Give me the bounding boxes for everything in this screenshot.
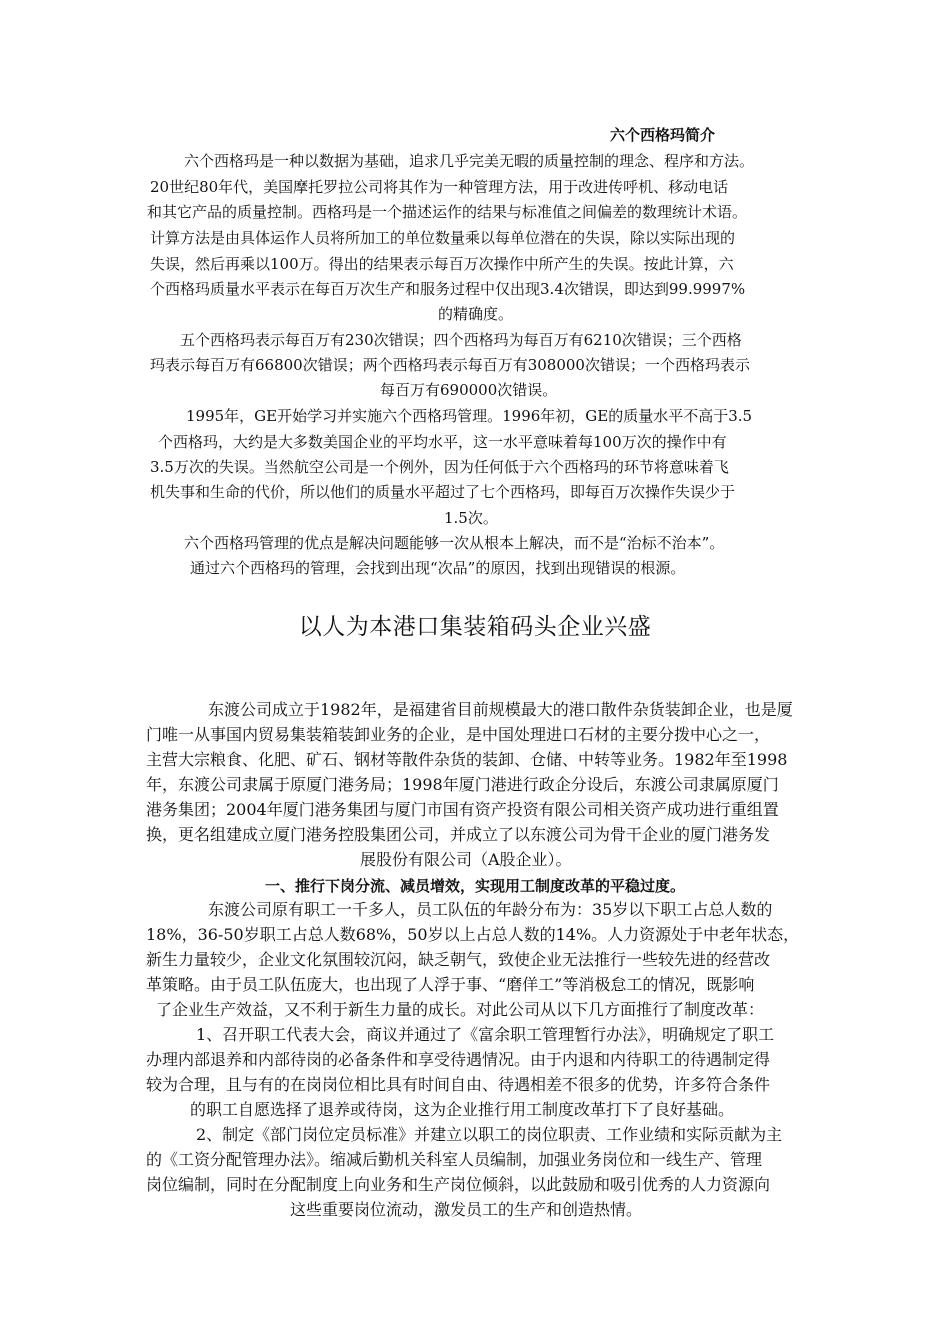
subheading-reform: 一、推行下岗分流、减员增效，实现用工制度改革的平稳过度。: [264, 877, 685, 895]
text-line: 六个西格玛是一种以数据为基础，追求几乎完美无暇的质量控制的理念、程序和方法。: [184, 152, 755, 170]
text-line: 办理内部退养和内部待岗的必备条件和享受待遇情况。由于内退和内待职工的待遇制定得: [146, 1050, 771, 1069]
text-line: 五个西格玛表示每百万有230次错误；四个西格玛为每百万有6210次错误；三个西格: [180, 331, 742, 349]
text-line: 18%，36-50岁职工占总人数68%，50岁以上占总人数的14%。人力资源处于中老年状态，: [146, 925, 800, 944]
text-line: 东渡公司成立于1982年，是福建省目前规模最大的港口散件杂货装卸企业，也是厦: [208, 700, 793, 719]
text-line: 革策略。由于员工队伍庞大，也出现了人浮于事、“磨佯工”等消极怠工的情况，既影响: [146, 975, 755, 994]
text-line: 岗位编制，同时在分配制度上向业务和生产岗位倾斜，以此鼓励和吸引优秀的人力资源向: [146, 1175, 771, 1194]
text-line: 门唯一从事国内贸易集装箱装卸业务的企业，是中国处理进口石材的主要分拨中心之一，: [146, 725, 771, 744]
text-line: 的精确度。: [438, 305, 514, 323]
text-line: 机失事和生命的代价，所以他们的质量水平超过了七个西格玛，即每百万次操作失误少于: [150, 483, 736, 501]
text-line: 3.5万次的失误。当然航空公司是一个例外，因为任何低于六个西格玛的环节将意味着飞: [150, 458, 729, 476]
text-line: 年，东渡公司隶属于原厦门港务局；1998年厦门港进行政企分设后，东渡公司隶属原厦门: [146, 775, 779, 794]
text-line: 失误，然后再乘以100万。得出的结果表示每百万次操作中所产生的失误。按此计算，六: [150, 255, 734, 273]
text-line: 20世纪80年代，美国摩托罗拉公司将其作为一种管理方法，用于改进传呼机、移动电话: [150, 178, 729, 196]
text-line: 和其它产品的质量控制。西格玛是一个描述运作的结果与标准值之间偏差的数理统计术语。: [147, 203, 748, 221]
text-line: 1、召开职工代表大会，商议并通过了《富余职工管理暂行办法》，明确规定了职工: [196, 1025, 775, 1044]
text-line: 1.5次。: [444, 509, 498, 527]
text-line: 1995年，GE开始学习并实施六个西格玛管理。1996年初，GE的质量水平不高于3.5: [186, 407, 753, 425]
text-line: 展股份有限公司（A股企业）。: [360, 850, 572, 869]
text-line: 个西格玛质量水平表示在每百万次生产和服务过程中仅出现3.4次错误，即达到99.9997%: [150, 280, 746, 298]
text-line: 计算方法是由具体运作人员将所加工的单位数量乘以每单位潜在的失误，除以实际出现的: [150, 229, 736, 247]
section-title-six-sigma: 六个西格玛简介: [610, 126, 716, 144]
text-line: 的《工资分配管理办法》。缩减后勤机关科室人员编制，加强业务岗位和一线生产、管理: [146, 1150, 763, 1169]
text-line: 个西格玛，大约是大多数美国企业的平均水平，这一水平意味着每100万次的操作中有: [158, 433, 727, 451]
text-line: 的职工自愿选择了退养或待岗，这为企业推行用工制度改革打下了良好基础。: [190, 1100, 735, 1119]
text-line: 新生力量较少，企业文化氛围较沉闷，缺乏朝气，致使企业无法推行一些较先进的经营改: [146, 950, 771, 969]
text-line: 每百万有690000次错误。: [380, 381, 558, 399]
text-line: 主营大宗粮食、化肥、矿石、钢材等散件杂货的装卸、仓储、中转等业务。1982年至1998: [146, 750, 788, 769]
text-line: 玛表示每百万有66800次错误；两个西格玛表示每百万有308000次错误；一个西格玛表示: [150, 356, 750, 374]
text-line: 换，更名组建成立厦门港务控股集团公司，并成立了以东渡公司为骨干企业的厦门港务发: [146, 825, 771, 844]
text-line: 六个西格玛管理的优点是解决问题能够一次从根本上解决，而不是“治标不治本”。: [184, 534, 725, 552]
text-line: 了企业生产效益，又不利于新生力量的成长。对此公司从以下几方面推行了制度改革：: [156, 1000, 765, 1019]
article-title: 以人为本港口集装箱码头企业兴盛: [298, 614, 652, 640]
text-line: 较为合理，且与有的在岗岗位相比具有时间自由、待遇相差不很多的优势，许多符合条件: [146, 1075, 771, 1094]
text-line: 通过六个西格玛的管理，会找到出现“次品”的原因，找到出现错误的根源。: [190, 559, 686, 577]
text-line: 这些重要岗位流动，激发员工的生产和创造热情。: [290, 1200, 643, 1219]
text-line: 东渡公司原有职工一千多人，员工队伍的年龄分布为：35岁以下职工占总人数的: [208, 900, 773, 919]
text-line: 2、制定《部门岗位定员标准》并建立以职工的岗位职责、工作业绩和实际贡献为主: [196, 1125, 783, 1144]
text-line: 港务集团；2004年厦门港务集团与厦门市国有资产投资有限公司相关资产成功进行重组置: [146, 800, 779, 819]
